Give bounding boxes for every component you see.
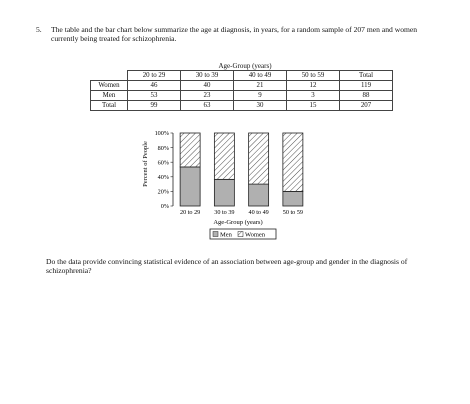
table-header-cell: 30 to 39: [181, 71, 234, 81]
table-cell: 119: [340, 81, 393, 91]
table-cell: 30: [234, 101, 287, 111]
table-cell: 53: [128, 91, 181, 101]
table-header-cell: 50 to 59: [287, 71, 340, 81]
question-number: 5.: [36, 25, 42, 34]
x-tick-label: 30 to 39: [214, 209, 235, 216]
table-corner-cell: [91, 71, 128, 81]
table-row: [91, 101, 393, 111]
plot-area: [155, 130, 303, 216]
table-cell: 21: [234, 81, 287, 91]
bar-segment-men: [180, 167, 200, 206]
bar-segment-women: [214, 133, 234, 179]
y-tick-label: 20%: [157, 188, 169, 196]
y-axis-label: Percent of People: [142, 141, 149, 187]
legend-label-women: Women: [245, 231, 266, 239]
table-row: [91, 91, 393, 101]
y-tick-label: 60%: [157, 159, 169, 167]
y-tick-label: 100%: [154, 130, 169, 138]
y-tick-label: 40%: [157, 174, 169, 181]
table-header-cell: 20 to 29: [128, 71, 181, 81]
question-text: The table and the bar chart below summarize the age at diagnosis, in years, for a random sample of 207 men and women currently being treated for schizophrenia.: [51, 25, 418, 44]
bar-segment-men: [249, 184, 269, 206]
bar-segment-women: [180, 133, 200, 167]
table-cell: 207: [340, 101, 393, 111]
legend-swatch-women: [238, 232, 243, 237]
table-cell: 15: [287, 101, 340, 111]
table-row: [91, 81, 393, 91]
table-cell: 88: [340, 91, 393, 101]
legend-swatch-men: [213, 232, 218, 237]
chart-legend: [210, 229, 276, 239]
bar-segment-men: [214, 179, 234, 206]
chart-svg: [140, 126, 310, 244]
table-cell: 9: [234, 91, 287, 101]
legend-label-men: Men: [220, 231, 232, 239]
x-tick-label: 40 to 49: [248, 209, 269, 216]
y-tick-label: 80%: [157, 144, 169, 152]
table-cell: 46: [128, 81, 181, 91]
table-title: Age-Group (years): [218, 62, 272, 70]
table-cell: 23: [181, 91, 234, 101]
table-cell: 40: [181, 81, 234, 91]
x-axis-label: Age-Group (years): [213, 219, 263, 226]
table-row-label: Total: [91, 101, 128, 111]
x-tick-label: 20 to 29: [179, 209, 201, 216]
y-tick-label: 0%: [160, 203, 169, 211]
x-tick-label: 50 to 59: [282, 209, 304, 216]
table-header-cell: Total: [340, 71, 393, 81]
table-cell: 3: [287, 91, 340, 101]
table-row-label: Men: [91, 91, 128, 101]
question2-text: Do the data provide convincing statistical evidence of an association between age-group and gender in the diagnosis of schizophrenia?: [46, 257, 408, 276]
table-cell: 99: [128, 101, 181, 111]
table-header-row: [91, 71, 393, 81]
table-cell: 63: [181, 101, 234, 111]
bar-segment-men: [283, 191, 303, 206]
bar-segment-women: [249, 133, 269, 184]
table-row-label: Women: [91, 81, 128, 91]
table-cell: 12: [287, 81, 340, 91]
stacked-bar-chart: [140, 126, 310, 244]
data-table: [90, 70, 393, 111]
bar-segment-women: [283, 133, 303, 191]
table-header-cell: 40 to 49: [234, 71, 287, 81]
